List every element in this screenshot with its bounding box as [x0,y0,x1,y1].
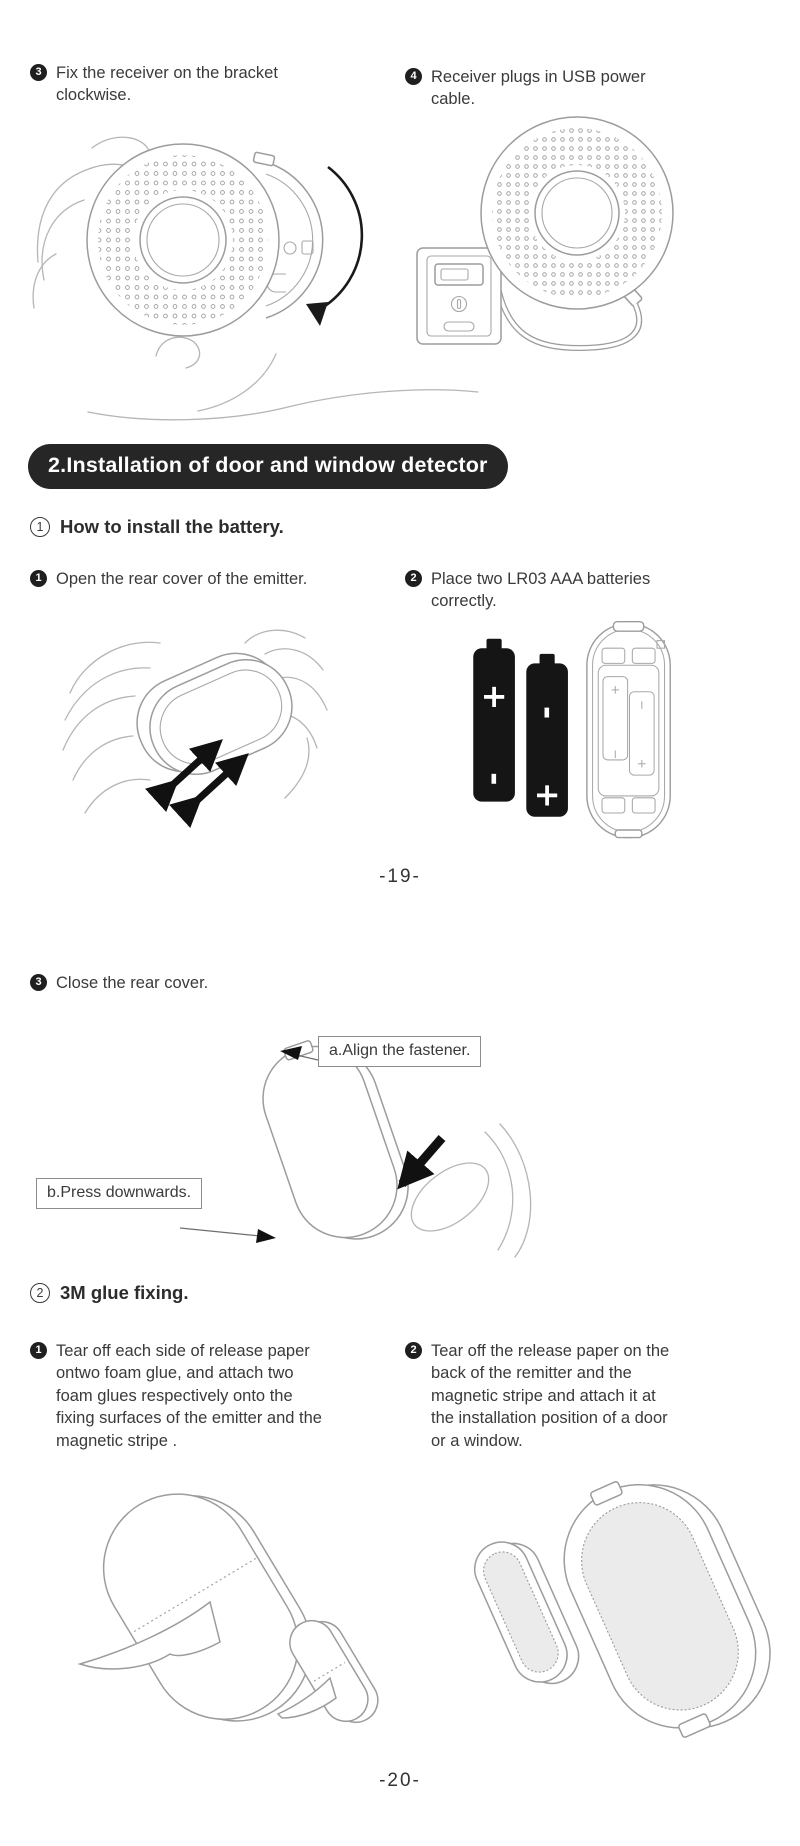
step-text: Place two LR03 AAA batteries correctly. [431,570,651,611]
step-close-rear-cover [30,972,360,994]
step-open-rear-cover [30,568,360,590]
step-number-badge: 4 [405,68,422,85]
emitter-device [122,636,306,793]
section-title: 2.Installation of door and window detector [28,444,508,489]
page-number-20: -20- [379,1770,421,1791]
callout-press-downwards: b.Press downwards. [36,1178,202,1209]
subsection-title: How to install the battery. [60,516,284,537]
callout-align-fastener: a.Align the fastener. [318,1036,481,1067]
subsection-number-badge: 2 [30,1283,50,1303]
step-text: Tear off the release paper on the back of the remitter and the magnetic stripe and attach it at the installation position of a door or a window. [431,1342,670,1450]
emitter-back-with-pad [538,1450,794,1757]
press-direction-arrow-icon [180,1228,276,1243]
clockwise-arrow-icon [306,167,362,326]
step-number-badge: 2 [405,1342,422,1359]
wall-outlet [417,248,501,344]
step-tear-release-paper [30,1340,330,1452]
close-rear-cover-illustration [30,1012,770,1257]
battery-minus-mark: - [476,772,515,786]
glue-pads-illustration [422,1462,767,1762]
battery-left [473,639,515,802]
battery-plus-mark: + [480,676,508,715]
step-number-badge: 2 [405,570,422,587]
step-number-badge: 1 [30,1342,47,1359]
step-place-batteries [405,568,660,613]
page-number-19: -19- [379,866,421,887]
step-receiver-usb [405,66,655,111]
subsection-3m-glue-fixing [30,1282,188,1304]
step-number-badge: 1 [30,570,47,587]
battery-plus-mark: + [533,775,561,814]
battery-right [526,654,568,817]
step-number-badge: 3 [30,64,47,81]
step-fix-receiver [30,62,330,107]
subsection-number-badge: 1 [30,517,50,537]
step-text: Tear off each side of release paper ontwo foam glue, and attach two foam glues respectively onto the fixing surfaces of the emitter and the magnetic stripe . [56,1342,322,1450]
subsection-title: 3M glue fixing. [60,1282,189,1303]
step-text: Close the rear cover. [56,974,209,992]
peel-release-paper-illustration [58,1472,388,1747]
batteries-illustration [458,616,676,848]
subsection-install-battery [30,516,284,538]
receiver-disc [87,144,279,336]
step-attach-to-door [405,1340,675,1452]
open-rear-cover-illustration [55,598,335,833]
battery-minus-mark: - [529,705,568,720]
battery-compartment [587,622,670,838]
thumb-sketch [399,1124,530,1257]
step-number-badge: 3 [30,974,47,991]
step-text: Fix the receiver on the bracket clockwise. [56,64,278,105]
step-text: Receiver plugs in USB power cable. [431,68,646,109]
receiver-disc [481,117,673,309]
step-text: Open the rear cover of the emitter. [56,570,308,588]
receiver-usb-illustration [405,108,695,353]
